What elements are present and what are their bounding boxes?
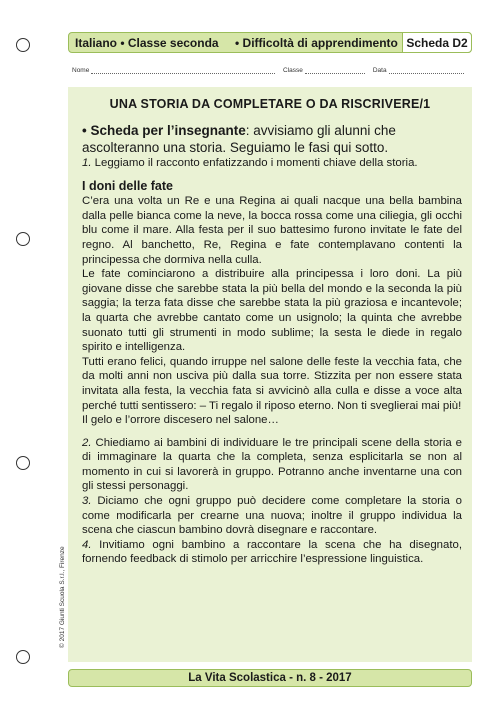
- story-title: I doni delle fate: [82, 178, 173, 193]
- binder-hole: [16, 38, 30, 52]
- date-label: Data: [372, 67, 387, 74]
- student-fields: [72, 67, 472, 74]
- subject-label: Italiano • Classe seconda: [75, 35, 219, 50]
- class-field[interactable]: [305, 67, 365, 74]
- step-1: [82, 156, 462, 171]
- step-4: [82, 538, 462, 567]
- step-2: [82, 436, 462, 494]
- step-text: Diciamo che ogni gruppo può decidere come completare la storia o come modificarla per crearne una nuova; inoltre il gruppo individua la scena che ciascun bambino dovrà disegnare e raccontare.: [82, 495, 462, 537]
- binder-hole: [16, 456, 30, 470]
- footer-label: La Vita Scolastica - n. 8 - 2017: [188, 672, 352, 684]
- step-number: 4.: [82, 538, 92, 551]
- copyright-notice: © 2017 Giunti Scuola S.r.l., Firenze: [59, 546, 66, 648]
- name-field[interactable]: [91, 67, 275, 74]
- step-text: Chiediamo ai bambini di individuare le tre principali scene della storia e di immaginare la quarta che la completa, senza esplicitarla se non al momento in cui si lavorerà in gruppo. Potranno anche inventarne una con gli stessi personaggi.: [82, 436, 462, 493]
- binder-hole: [16, 650, 30, 664]
- sheet-label: Scheda D2: [402, 32, 472, 53]
- footer-bar: [68, 669, 472, 687]
- step-number: 3.: [82, 495, 92, 508]
- name-label: Nome: [72, 67, 90, 74]
- story-paragraph: Le fate cominciarono a distribuire alla principessa i loro doni. La più giovane disse che sarebbe stata la più bella del mondo e la seconda la più saggia; la terza fata disse che sarebbe stata la più graziosa e incantevole; la quarta che avrebbe cantato come un usignolo; la quinta che avrebbe suonato tutti gli strumenti in modo sublime; la sesta le diede in regalo spirito e intelligenza.: [82, 268, 462, 354]
- content-body: [82, 122, 462, 567]
- header-bar: [68, 32, 472, 53]
- teacher-note: [82, 122, 462, 156]
- story-paragraph: C’era una volta un Re e una Regina ai quali nacque una bella bambina dalla pelle bianca come la neve, la bocca rossa come una ciliegia, gli occhi blu come il mare. Alla festa per il suo battesimo furono invitate le fate del regno. Al banchetto, Re, Regina e fate contemplavano contenti la principessa che dormiva nella culla.: [82, 195, 462, 266]
- step-3: [82, 494, 462, 538]
- story-paragraph: Il gelo e l’orrore discesero nel salone…: [82, 414, 279, 427]
- teacher-note-text: : avvisiamo gli alunni che ascolteranno una storia. Seguiamo le fasi qui sotto.: [82, 123, 396, 155]
- date-field[interactable]: [389, 67, 464, 74]
- story-paragraph: Tutti erano felici, quando irruppe nel salone delle feste la vecchia fata, che da molti anni non usciva più dalla sua torre. Stizzita per non essere stata invitata alla festa, la vecchia fata si avvicinò alla culla e disse a voce alta perché tutti sentissero: – Ti regalo il riposo eterno. Non ti sveglierai mai più!: [82, 355, 462, 412]
- step-text: Leggiamo il racconto enfatizzando i momenti chiave della storia.: [91, 157, 418, 169]
- step-text: Invitiamo ogni bambino a raccontare la scena che ha disegnato, fornendo feedback di stimolo per arricchire l’espressione linguistica.: [82, 538, 462, 566]
- page-title: UNA STORIA DA COMPLETARE O DA RISCRIVERE/1: [109, 97, 431, 111]
- step-number: 1.: [82, 157, 92, 169]
- teacher-note-heading: • Scheda per l’insegnante: [82, 123, 246, 138]
- class-label: Classe: [283, 67, 303, 74]
- step-number: 2.: [82, 436, 92, 449]
- binder-hole: [16, 232, 30, 246]
- topic-label: • Difficoltà di apprendimento: [235, 35, 398, 50]
